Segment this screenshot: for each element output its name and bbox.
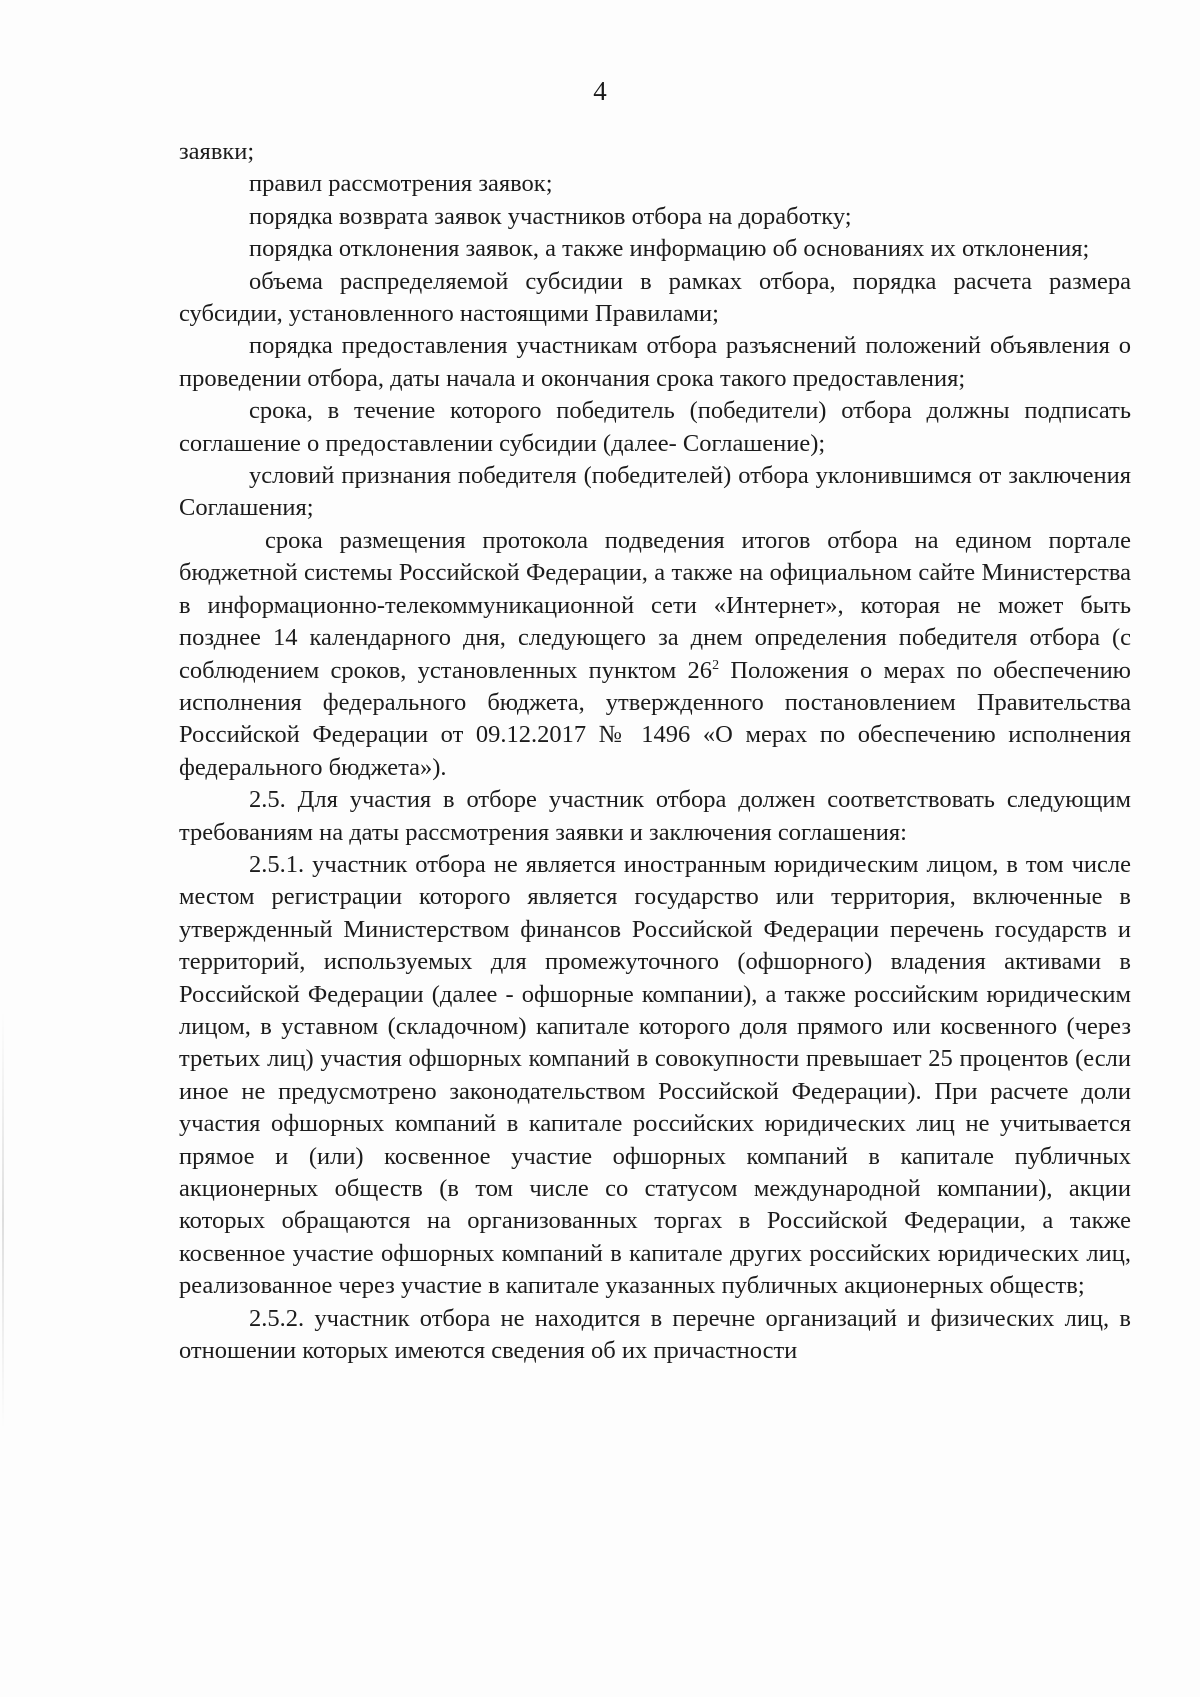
document-body — [179, 136, 1131, 1367]
paragraph-text: Положения о мерах по обеспечению исполнения федерального бюджета, утвержденного постановлением Правительства Российской Федерации от 09.12.2017 № 1496 «О мерах по обеспечению исполнения федерального бюджета»). — [179, 656, 1131, 781]
page-number: 4 — [593, 76, 607, 106]
scan-edge-shadow — [2, 1010, 4, 1430]
superscript: 2 — [712, 657, 720, 673]
paragraph: 2.5.1. участник отбора не является иностранным юридическим лицом, в том числе местом регистрации которого является государство или территория, включенные в утвержденный Министерством финансов Российской Федерации перечень государств и территорий, используемых для промежуточного (офшорного) владения активами в Российской Федерации (далее - офшорные компании), а также российским юридическим лицом, в уставном (складочном) капитале которого доля прямого или косвенного (через третьих лиц) участия офшорных компаний в совокупности превышает 25 процентов (если иное не предусмотрено законодательством Российской Федерации). При расчете доли участия офшорных компаний в капитале российских юридических лиц не учитывается прямое и (или) косвенное участие офшорных компаний в капитале публичных акционерных обществ (в том числе со статусом международной компании), акции которых обращаются на организованных торгах в Российской Федерации, а также косвенное участие офшорных компаний в капитале других российских юридических лиц, реализованное через участие в капитале указанных публичных акционерных обществ; — [179, 850, 1131, 1300]
paragraph — [179, 525, 1131, 784]
paragraph: порядка предоставления участникам отбора разъяснений положений объявления о проведении отбора, даты начала и окончания срока такого предоставления; — [179, 332, 1131, 392]
paragraph: заявки; — [179, 138, 255, 165]
paragraph: срока, в течение которого победитель (победители) отбора должны подписать соглашение о предоставлении субсидии (далее- Соглашение); — [179, 397, 1131, 457]
paragraph: 2.5.2. участник отбора не находится в перечне организаций и физических лиц, в отношении которых имеются сведения об их причастности — [179, 1304, 1131, 1365]
paragraph: объема распределяемой субсидии в рамках отбора, порядка расчета размера субсидии, установленного настоящими Правилами; — [179, 267, 1131, 328]
paragraph: правил рассмотрения заявок; — [249, 170, 553, 198]
paragraph: 2.5. Для участия в отборе участник отбора должен соответствовать следующим требованиям на даты рассмотрения заявки и заключения соглашения: — [179, 786, 1131, 846]
paragraph: порядка отклонения заявок, а также информацию об основаниях их отклонения; — [249, 235, 1090, 263]
paragraph-text: срока размещения протокола подведения итогов отбора на едином портале бюджетной системы Российской Федерации, а также на официальном сайте Министерства в информационно-телекоммуникационной сети «Интернет», которая не может быть позднее 14 календарного дня, следующего за днем определения победителя отбора (с соблюдением сроков, установленных пунктом 26 — [179, 526, 1131, 684]
paragraph: порядка возврата заявок участников отбора на доработку; — [249, 202, 852, 230]
paragraph: условий признания победителя (победителей) отбора уклонившимся от заключения Соглашения; — [179, 462, 1131, 522]
